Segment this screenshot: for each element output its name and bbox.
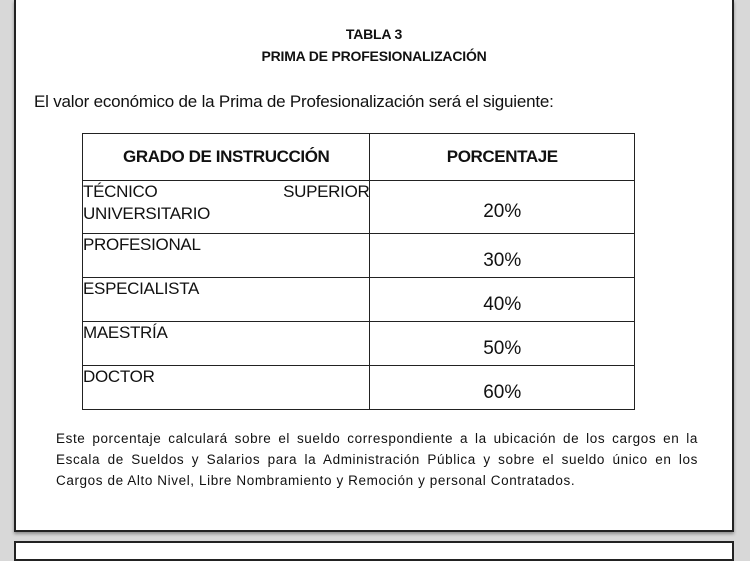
percentage-cell: 40% <box>370 278 635 322</box>
note-paragraph: Este porcentaje calculará sobre el sueldo correspondiente a la ubicación de los cargos en la Escala de Sueldos y Salarios para la Administración Pública y sobre el sueldo único en los Cargos de Alto Nivel, Libre Nombramiento y Remoción y personal Contratados. <box>56 431 698 488</box>
percentage-cell: 60% <box>370 366 635 410</box>
header-grado: GRADO DE INSTRUCCIÓN <box>83 134 370 181</box>
grade-cell: ESPECIALISTA <box>83 278 370 322</box>
next-page-edge <box>14 541 734 561</box>
grade-cell: MAESTRÍA <box>83 322 370 366</box>
table-number: TABLA 3 <box>345 26 403 42</box>
prima-table <box>82 133 635 410</box>
document-page <box>14 0 734 532</box>
table-row <box>83 278 635 322</box>
grade-line1-left: TÉCNICO <box>83 182 158 201</box>
grade-line1 <box>83 181 369 203</box>
grade-cell <box>83 181 370 234</box>
grade-cell: PROFESIONAL <box>83 234 370 278</box>
percentage-cell: 50% <box>370 322 635 366</box>
table-row <box>83 366 635 410</box>
grade-line2: UNIVERSITARIO <box>83 204 211 223</box>
table-row <box>83 234 635 278</box>
percentage-cell: 30% <box>370 234 635 278</box>
table-row <box>83 322 635 366</box>
table-row <box>83 181 635 234</box>
intro-text: El valor económico de la Prima de Profesionalización será el siguiente: <box>34 92 554 111</box>
grade-cell: DOCTOR <box>83 366 370 410</box>
table-header-row <box>83 134 635 181</box>
header-porcentaje: PORCENTAJE <box>370 134 635 181</box>
percentage-cell: 20% <box>370 181 635 234</box>
table-title: PRIMA DE PROFESIONALIZACIÓN <box>261 48 487 64</box>
grade-line1-right: SUPERIOR <box>283 182 370 201</box>
